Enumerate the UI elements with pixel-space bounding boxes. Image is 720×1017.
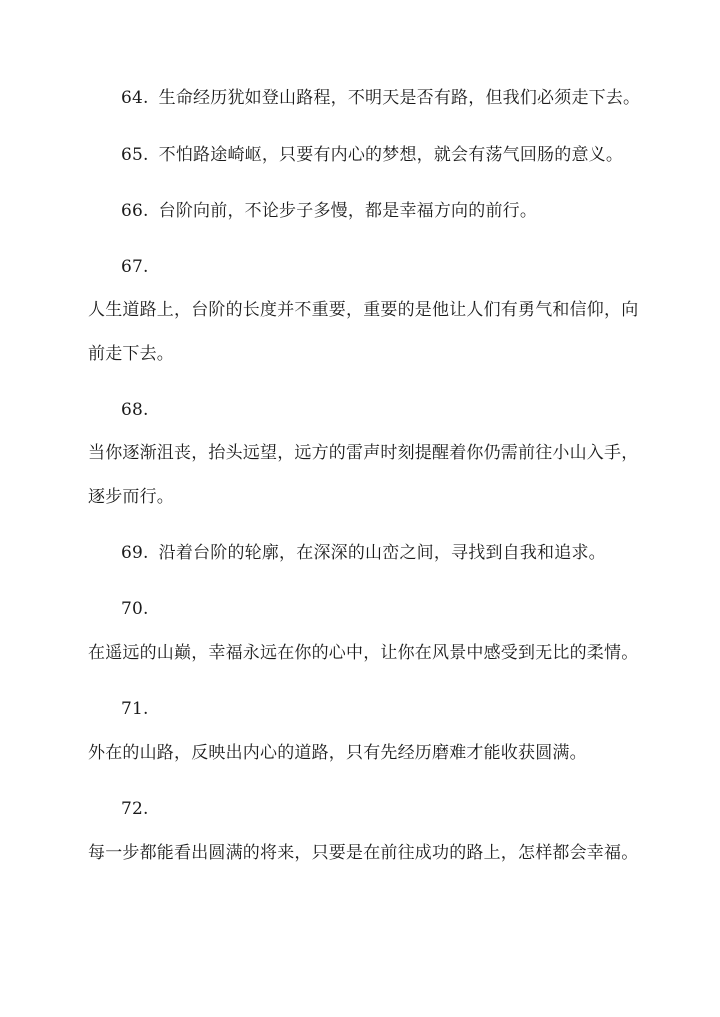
item-text-68-line-2: 逐步而行。 [88, 487, 174, 507]
item-text-71-line-1: 外在的山路，反映出内心的道路，只有先经历磨难才能收获圆满。 [88, 743, 587, 763]
list-item-65 [121, 143, 623, 167]
item-text: 沿着台阶的轮廓，在深深的山峦之间，寻找到自我和追求。 [158, 543, 606, 563]
item-number-67: 67. [121, 257, 149, 277]
item-text: 台阶向前，不论步子多慢，都是幸福方向的前行。 [158, 201, 538, 221]
item-number-68: 68. [121, 400, 149, 420]
item-number-72: 72. [121, 799, 149, 819]
item-text-67-line-1: 人生道路上，台阶的长度并不重要，重要的是他让人们有勇气和信仰，向 [88, 300, 639, 320]
list-item-66 [121, 199, 537, 223]
item-number: 65. [121, 145, 149, 165]
item-text: 不怕路途崎岖，只要有内心的梦想，就会有荡气回肠的意义。 [158, 145, 624, 165]
item-text-72-line-1: 每一步都能看出圆满的将来，只要是在前往成功的路上，怎样都会幸福。 [88, 843, 639, 863]
item-text-67-line-2: 前走下去。 [88, 344, 174, 364]
item-number: 69. [121, 543, 149, 563]
item-number-71: 71. [121, 699, 149, 719]
list-item-64 [121, 86, 640, 110]
item-text-70-line-1: 在遥远的山巅，幸福永远在你的心中，让你在风景中感受到无比的柔情。 [88, 643, 639, 663]
item-text: 生命经历犹如登山路程，不明天是否有路，但我们必须走下去。 [158, 88, 641, 108]
item-number: 64. [121, 88, 149, 108]
list-item-69 [121, 541, 606, 565]
item-number-70: 70. [121, 599, 149, 619]
item-number: 66. [121, 201, 149, 221]
item-text-68-line-1: 当你逐渐沮丧，抬头远望，远方的雷声时刻提醒着你仍需前往小山入手， [88, 443, 639, 463]
